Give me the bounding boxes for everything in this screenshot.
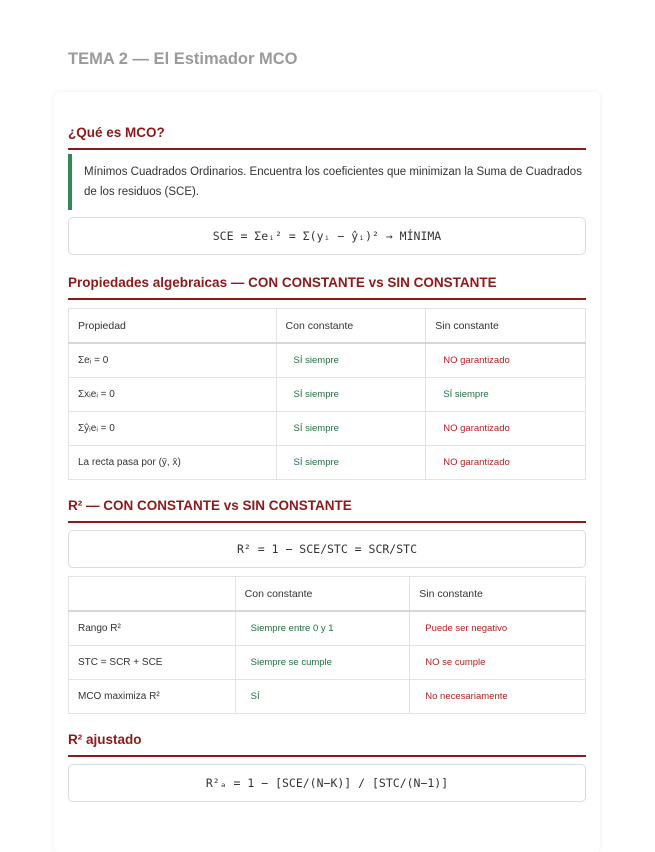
section-title-mco: ¿Qué es MCO? [68,125,586,150]
section-title-r2adj: R² ajustado [68,732,586,757]
sin-value: NO garantizado [426,446,586,480]
prop-name: La recta pasa por (ȳ, x̄) [69,446,277,480]
table-row [69,446,586,480]
sin-value: NO garantizado [426,412,586,446]
table-row [69,611,586,646]
prop-name: Σŷᵢeᵢ = 0 [69,412,277,446]
r2-header-con: Con constante [235,577,410,612]
r2-formula: R² = 1 − SCE/STC = SCR/STC [236,542,417,556]
table-row [69,646,586,680]
props-table [68,308,586,480]
table-row [69,343,586,378]
props-header-con: Con constante [276,309,426,344]
prop-name: Rango R² [69,611,236,646]
con-value: SÍ siempre [276,412,426,446]
r2adj-formula-box [68,764,586,802]
sce-formula: SCE = Σeᵢ² = Σ(yᵢ − ŷᵢ)² → MÍNIMA [212,229,442,243]
table-row [69,378,586,412]
r2-table-header [69,577,586,612]
sin-value: NO garantizado [426,343,586,378]
r2-header-empty [69,577,236,612]
r2adj-formula: R²ₐ = 1 − [SCE/(N−K)] / [STC/(N−1)] [205,776,449,790]
section-title-r2: R² — CON CONSTANTE vs SIN CONSTANTE [68,498,586,523]
props-header-prop: Propiedad [69,309,277,344]
section-title-props: Propiedades algebraicas — CON CONSTANTE vs SIN CONSTANTE [68,275,586,300]
content-card [54,92,600,852]
sin-value: No necesariamente [410,680,586,714]
con-value: SÍ [235,680,410,714]
mco-callout [68,154,584,210]
prop-name: STC = SCR + SCE [69,646,236,680]
mco-description: Mínimos Cuadrados Ordinarios. Encuentra los coeficientes que minimizan la Suma de Cuadrados de los residuos (SCE). [84,166,582,198]
r2-table [68,576,586,714]
sin-value: NO se cumple [410,646,586,680]
con-value: Siempre entre 0 y 1 [235,611,410,646]
page-title: TEMA 2 — El Estimador MCO [68,50,298,68]
con-value: SÍ siempre [276,446,426,480]
con-value: SÍ siempre [276,343,426,378]
con-value: Siempre se cumple [235,646,410,680]
table-row [69,680,586,714]
sce-formula-box [68,217,586,255]
prop-name: MCO maximiza R² [69,680,236,714]
r2-formula-box [68,530,586,568]
prop-name: Σeᵢ = 0 [69,343,277,378]
props-header-sin: Sin constante [426,309,586,344]
r2-header-sin: Sin constante [410,577,586,612]
props-table-header [69,309,586,344]
sin-value: Puede ser negativo [410,611,586,646]
table-row [69,412,586,446]
prop-name: Σxᵢeᵢ = 0 [69,378,277,412]
con-value: SÍ siempre [276,378,426,412]
sin-value: SÍ siempre [426,378,586,412]
